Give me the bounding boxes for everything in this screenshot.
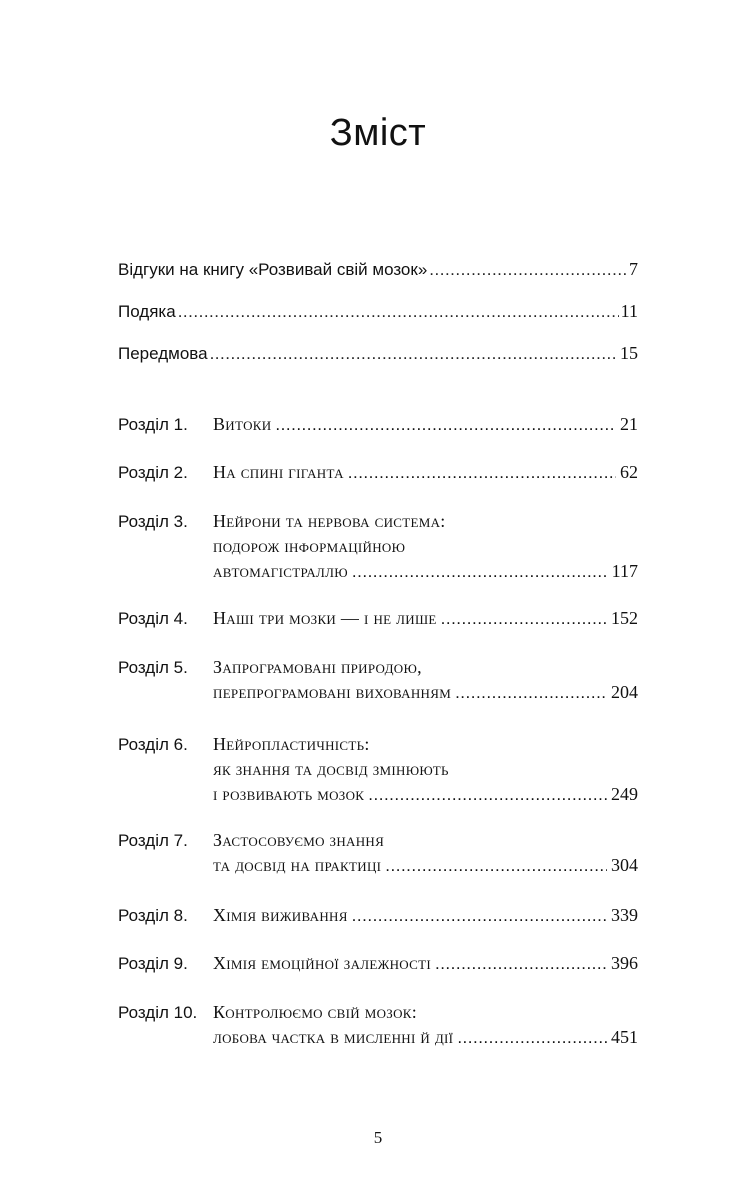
- toc-entry-page: 15: [620, 343, 638, 363]
- chapter-number: Розділ 4.: [118, 609, 188, 628]
- leader-dots: [210, 341, 618, 366]
- chapter-title: перепрограмовані вихованням: [213, 682, 452, 702]
- toc-entry-foreword[interactable]: [118, 341, 638, 366]
- chapter-page: 396: [611, 953, 638, 973]
- chapter-title: Наші три мозки — і не лише: [213, 608, 437, 628]
- chapter-title-line: Нейропластичність:: [213, 734, 370, 754]
- chapter-title-line: Контролюємо свій мозок:: [213, 1002, 418, 1022]
- leader-dots: [385, 853, 607, 878]
- chapter-page: 304: [611, 855, 638, 875]
- chapter-title-line: Запрограмовані природою,: [213, 657, 422, 677]
- chapter-number: Розділ 5.: [118, 658, 188, 677]
- toc-entry-page: 7: [629, 259, 638, 279]
- toc-entry-label: Відгуки на книгу «Розвивай свій мозок»: [118, 260, 428, 279]
- chapter-number: Розділ 1.: [118, 415, 188, 434]
- leader-dots: [348, 460, 616, 485]
- leader-dots: [429, 257, 627, 282]
- leader-dots: [435, 951, 607, 976]
- chapter-title: Витоки: [213, 414, 272, 434]
- chapter-title: лобова частка в мисленні й дії: [213, 1027, 454, 1047]
- chapter-title-line: подорож інформаційною: [213, 536, 406, 556]
- toc-entry-acknowledgments[interactable]: [118, 299, 638, 324]
- chapter-number: Розділ 10.: [118, 1003, 198, 1022]
- chapter-page: 339: [611, 905, 638, 925]
- chapter-page: 62: [620, 462, 638, 482]
- chapter-title: автомагістраллю: [213, 561, 348, 581]
- chapter-title-line: як знання та досвід змінюють: [213, 759, 449, 779]
- leader-dots: [275, 412, 616, 437]
- leader-dots: [441, 606, 607, 631]
- chapter-number: Розділ 3.: [118, 512, 188, 531]
- chapter-page: 152: [611, 608, 638, 628]
- leader-dots: [352, 903, 607, 928]
- page-number: 5: [373, 1128, 383, 1147]
- toc-entry-label: Подяка: [118, 302, 176, 321]
- chapter-number: Розділ 7.: [118, 831, 188, 850]
- chapter-page: 204: [611, 682, 638, 702]
- leader-dots: [455, 680, 607, 705]
- chapter-page: 21: [620, 414, 638, 434]
- toc-entry-page: 11: [620, 301, 638, 321]
- chapter-title-line: Застосовуємо знання: [213, 830, 385, 850]
- chapter-number: Розділ 8.: [118, 906, 188, 925]
- leader-dots: [352, 559, 608, 584]
- page-title: Зміст: [329, 112, 427, 154]
- leader-dots: [178, 299, 619, 324]
- chapter-title: і розвивають мозок: [213, 784, 365, 804]
- chapter-page: 451: [611, 1027, 638, 1047]
- chapter-number: Розділ 6.: [118, 735, 188, 754]
- chapter-title: та досвід на практиці: [213, 855, 382, 875]
- chapter-number: Розділ 9.: [118, 954, 188, 973]
- chapter-title: На спині гіганта: [213, 462, 344, 482]
- chapter-title-line: Нейрони та нервова система:: [213, 511, 446, 531]
- chapter-page: 249: [611, 784, 638, 804]
- leader-dots: [457, 1025, 607, 1050]
- toc-entry-reviews[interactable]: [118, 257, 638, 282]
- leader-dots: [368, 782, 607, 807]
- chapter-title: Хімія виживання: [213, 905, 348, 925]
- chapter-page: 117: [611, 561, 638, 581]
- chapter-number: Розділ 2.: [118, 463, 188, 482]
- chapter-title: Хімія емоційної залежності: [213, 953, 431, 973]
- toc-entry-label: Передмова: [118, 344, 208, 363]
